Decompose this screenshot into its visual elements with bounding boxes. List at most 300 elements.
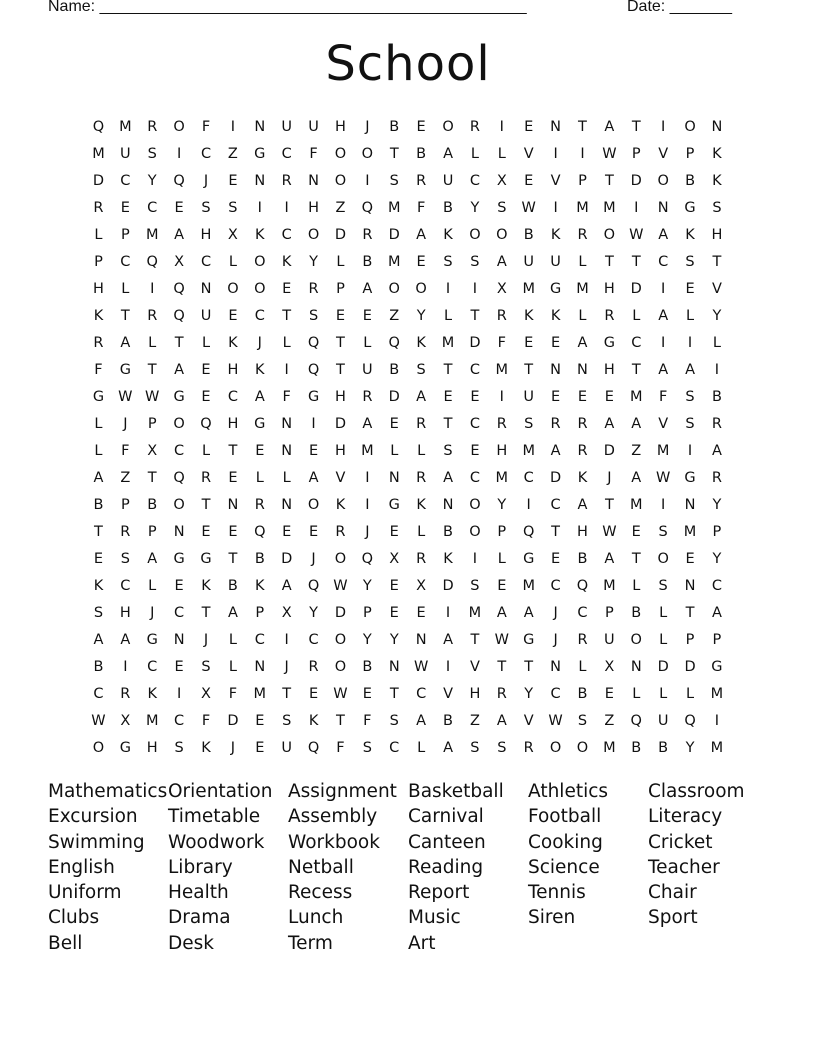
grid-letter[interactable]: I (365, 172, 370, 189)
grid-letter[interactable]: O (630, 631, 642, 648)
grid-letter[interactable]: R (711, 469, 722, 486)
grid-letter[interactable]: F (121, 442, 130, 459)
grid-letter[interactable]: T (443, 415, 453, 432)
grid-letter[interactable]: T (174, 334, 184, 351)
grid-letter[interactable]: J (365, 523, 370, 540)
grid-letter[interactable]: W (548, 712, 563, 729)
grid-letter[interactable]: L (685, 685, 695, 702)
grid-letter[interactable]: E (228, 523, 238, 540)
grid-letter[interactable]: I (176, 685, 182, 702)
grid-letter[interactable]: G (684, 199, 696, 216)
grid-letter[interactable]: D (388, 226, 400, 243)
grid-letter[interactable]: P (362, 604, 372, 621)
grid-letter[interactable]: E (282, 523, 292, 540)
grid-letter[interactable]: K (712, 145, 722, 162)
grid-letter[interactable]: D (630, 172, 642, 189)
grid-letter[interactable]: A (631, 469, 642, 486)
grid-letter[interactable]: P (255, 604, 265, 621)
grid-letter[interactable]: O (549, 739, 562, 756)
grid-letter[interactable]: T (631, 118, 641, 135)
grid-letter[interactable]: T (389, 145, 399, 162)
grid-letter[interactable]: Y (712, 550, 722, 567)
grid-letter[interactable]: O (334, 550, 347, 567)
grid-letter[interactable]: Y (497, 496, 507, 513)
grid-letter[interactable]: G (254, 145, 266, 162)
grid-letter[interactable]: Q (173, 172, 185, 189)
grid-letter[interactable]: P (120, 496, 130, 513)
grid-letter[interactable]: L (659, 604, 668, 621)
date-field-label[interactable]: Date: _______ (627, 0, 732, 15)
grid-letter[interactable]: I (526, 496, 531, 513)
grid-letter[interactable]: I (123, 658, 128, 675)
grid-letter[interactable]: Y (309, 253, 318, 270)
grid-letter[interactable]: E (497, 577, 507, 594)
grid-letter[interactable]: G (173, 388, 185, 405)
grid-letter[interactable]: E (174, 658, 184, 675)
grid-letter[interactable]: N (227, 496, 239, 513)
grid-letter[interactable]: W (413, 658, 429, 675)
grid-letter[interactable]: B (227, 577, 238, 594)
grid-letter[interactable]: M (522, 577, 535, 594)
grid-letter[interactable]: R (711, 415, 722, 432)
grid-letter[interactable]: Y (309, 604, 318, 621)
grid-letter[interactable]: B (631, 739, 642, 756)
grid-letter[interactable]: S (524, 415, 534, 432)
grid-letter[interactable]: Y (685, 739, 695, 756)
grid-letter[interactable]: V (523, 712, 534, 729)
grid-letter[interactable]: G (523, 631, 535, 648)
grid-letter[interactable]: K (550, 226, 561, 243)
grid-letter[interactable]: B (577, 685, 588, 702)
grid-letter[interactable]: A (658, 361, 669, 378)
grid-letter[interactable]: Z (389, 307, 400, 324)
grid-letter[interactable]: C (200, 145, 212, 162)
grid-letter[interactable]: E (577, 388, 588, 405)
grid-letter[interactable]: R (416, 415, 427, 432)
grid-letter[interactable]: H (308, 199, 320, 216)
grid-letter[interactable]: P (94, 253, 103, 270)
grid-letter[interactable]: V (443, 685, 453, 702)
grid-letter[interactable]: N (281, 496, 293, 513)
grid-letter[interactable]: I (687, 334, 693, 351)
grid-letter[interactable]: N (281, 442, 293, 459)
grid-letter[interactable]: B (416, 145, 427, 162)
grid-letter[interactable]: V (658, 145, 669, 162)
grid-letter[interactable]: T (604, 496, 614, 513)
grid-letter[interactable]: K (550, 307, 561, 324)
grid-letter[interactable]: O (334, 145, 347, 162)
grid-letter[interactable]: M (145, 712, 159, 729)
grid-letter[interactable]: S (470, 577, 480, 594)
grid-letter[interactable]: S (685, 415, 695, 432)
grid-letter[interactable]: T (712, 253, 722, 270)
grid-letter[interactable]: I (661, 496, 666, 513)
grid-letter[interactable]: L (282, 334, 291, 351)
grid-letter[interactable]: Q (361, 199, 374, 216)
grid-letter[interactable]: C (120, 253, 131, 270)
grid-letter[interactable]: I (365, 469, 370, 486)
grid-letter[interactable]: S (147, 145, 157, 162)
grid-letter[interactable]: B (685, 172, 696, 189)
grid-letter[interactable]: A (281, 577, 292, 594)
grid-letter[interactable]: K (255, 226, 265, 243)
grid-letter[interactable]: O (603, 226, 616, 243)
grid-letter[interactable]: E (470, 388, 480, 405)
grid-letter[interactable]: L (685, 307, 695, 324)
grid-letter[interactable]: S (658, 523, 668, 540)
grid-letter[interactable]: T (389, 685, 399, 702)
grid-letter[interactable]: D (92, 172, 105, 189)
grid-letter[interactable]: J (203, 172, 209, 189)
grid-letter[interactable]: O (334, 172, 347, 189)
grid-letter[interactable]: Q (173, 307, 185, 324)
grid-letter[interactable]: N (442, 496, 454, 513)
grid-letter[interactable]: P (497, 523, 507, 540)
grid-letter[interactable]: W (521, 199, 536, 216)
grid-letter[interactable]: F (336, 739, 345, 756)
grid-letter[interactable]: A (362, 415, 373, 432)
grid-letter[interactable]: L (121, 280, 130, 297)
grid-letter[interactable]: Q (173, 469, 185, 486)
grid-letter[interactable]: X (120, 712, 131, 729)
grid-letter[interactable]: N (388, 658, 400, 675)
grid-letter[interactable]: X (201, 685, 211, 702)
grid-letter[interactable]: Q (307, 577, 320, 594)
grid-letter[interactable]: A (658, 307, 669, 324)
grid-letter[interactable]: Y (362, 577, 372, 594)
grid-letter[interactable]: W (333, 685, 348, 702)
grid-letter[interactable]: H (603, 361, 615, 378)
grid-letter[interactable]: C (631, 334, 642, 351)
grid-letter[interactable]: B (443, 523, 453, 540)
grid-letter[interactable]: U (362, 361, 373, 378)
grid-letter[interactable]: L (228, 631, 237, 648)
grid-letter[interactable]: K (255, 577, 265, 594)
grid-letter[interactable]: J (257, 334, 262, 351)
grid-letter[interactable]: E (685, 550, 695, 567)
grid-letter[interactable]: F (282, 388, 291, 405)
grid-letter[interactable]: W (629, 226, 644, 243)
grid-letter[interactable]: E (228, 307, 238, 324)
grid-letter[interactable]: T (631, 253, 641, 270)
grid-letter[interactable]: A (93, 631, 104, 648)
grid-letter[interactable]: T (120, 307, 130, 324)
grid-letter[interactable]: I (150, 280, 155, 297)
grid-letter[interactable]: U (523, 388, 534, 405)
grid-letter[interactable]: S (497, 739, 507, 756)
grid-letter[interactable]: M (387, 199, 401, 216)
grid-letter[interactable]: O (469, 496, 481, 513)
grid-letter[interactable]: J (123, 415, 128, 432)
grid-letter[interactable]: Y (362, 631, 372, 648)
grid-letter[interactable]: C (658, 253, 669, 270)
grid-letter[interactable]: J (365, 118, 370, 135)
grid-letter[interactable]: R (120, 523, 131, 540)
grid-letter[interactable]: M (92, 145, 105, 162)
grid-letter[interactable]: H (335, 442, 346, 459)
grid-letter[interactable]: O (496, 226, 508, 243)
grid-letter[interactable]: J (553, 604, 558, 621)
grid-letter[interactable]: C (281, 145, 292, 162)
grid-letter[interactable]: S (443, 253, 453, 270)
grid-letter[interactable]: D (684, 658, 696, 675)
grid-letter[interactable]: M (361, 442, 374, 459)
grid-letter[interactable]: V (658, 415, 669, 432)
grid-letter[interactable]: S (497, 199, 507, 216)
grid-letter[interactable]: S (685, 388, 695, 405)
grid-letter[interactable]: H (711, 226, 723, 243)
grid-letter[interactable]: P (604, 604, 614, 621)
grid-letter[interactable]: Q (200, 415, 212, 432)
grid-letter[interactable]: R (308, 658, 319, 675)
grid-letter[interactable]: C (550, 496, 561, 513)
grid-letter[interactable]: C (389, 739, 400, 756)
grid-letter[interactable]: D (603, 442, 615, 459)
grid-letter[interactable]: L (255, 469, 264, 486)
grid-letter[interactable]: R (335, 523, 346, 540)
grid-letter[interactable]: S (201, 199, 211, 216)
grid-letter[interactable]: N (254, 118, 266, 135)
grid-letter[interactable]: O (469, 523, 481, 540)
grid-letter[interactable]: K (255, 361, 265, 378)
grid-letter[interactable]: N (711, 118, 723, 135)
grid-letter[interactable]: R (120, 685, 131, 702)
grid-letter[interactable]: E (201, 388, 211, 405)
grid-letter[interactable]: R (93, 334, 104, 351)
grid-letter[interactable]: N (550, 361, 562, 378)
grid-letter[interactable]: N (281, 415, 293, 432)
grid-letter[interactable]: E (255, 712, 265, 729)
grid-letter[interactable]: S (443, 442, 453, 459)
grid-letter[interactable]: R (523, 739, 534, 756)
grid-letter[interactable]: C (120, 577, 131, 594)
grid-letter[interactable]: N (254, 658, 266, 675)
grid-letter[interactable]: A (416, 226, 427, 243)
grid-letter[interactable]: F (658, 388, 668, 405)
grid-letter[interactable]: C (469, 469, 480, 486)
grid-letter[interactable]: I (284, 631, 289, 648)
grid-letter[interactable]: Q (307, 739, 320, 756)
grid-letter[interactable]: B (93, 658, 104, 675)
grid-letter[interactable]: N (550, 658, 562, 675)
grid-letter[interactable]: V (550, 172, 561, 189)
grid-letter[interactable]: G (254, 415, 266, 432)
grid-letter[interactable]: X (227, 226, 238, 243)
grid-letter[interactable]: T (443, 361, 453, 378)
grid-letter[interactable]: A (496, 604, 507, 621)
grid-letter[interactable]: W (145, 388, 160, 405)
grid-letter[interactable]: F (363, 712, 372, 729)
grid-letter[interactable]: L (363, 334, 372, 351)
grid-letter[interactable]: Q (361, 550, 374, 567)
grid-letter[interactable]: D (630, 280, 642, 297)
grid-letter[interactable]: B (362, 658, 373, 675)
grid-letter[interactable]: S (228, 199, 238, 216)
grid-letter[interactable]: A (550, 442, 561, 459)
grid-letter[interactable]: B (658, 739, 669, 756)
grid-letter[interactable]: G (549, 280, 562, 297)
grid-letter[interactable]: R (577, 226, 588, 243)
grid-letter[interactable]: Z (604, 712, 615, 729)
grid-letter[interactable]: L (417, 442, 426, 459)
grid-letter[interactable]: N (415, 631, 427, 648)
grid-letter[interactable]: I (284, 361, 289, 378)
grid-letter[interactable]: A (523, 604, 534, 621)
grid-letter[interactable]: I (445, 658, 451, 675)
grid-letter[interactable]: I (499, 118, 504, 135)
grid-letter[interactable]: Q (146, 253, 158, 270)
grid-letter[interactable]: V (469, 658, 480, 675)
grid-letter[interactable]: G (119, 361, 131, 378)
grid-letter[interactable]: G (307, 388, 320, 405)
grid-letter[interactable]: G (388, 496, 400, 513)
grid-letter[interactable]: S (685, 253, 695, 270)
grid-letter[interactable]: E (551, 334, 561, 351)
grid-letter[interactable]: E (255, 739, 265, 756)
grid-letter[interactable]: C (523, 469, 534, 486)
grid-letter[interactable]: Y (389, 631, 399, 648)
grid-letter[interactable]: T (147, 361, 157, 378)
grid-letter[interactable]: S (362, 739, 372, 756)
grid-letter[interactable]: N (657, 199, 669, 216)
grid-letter[interactable]: W (333, 577, 348, 594)
grid-letter[interactable]: G (92, 388, 105, 405)
grid-letter[interactable]: N (308, 172, 319, 189)
grid-letter[interactable]: T (94, 523, 103, 540)
grid-letter[interactable]: S (282, 712, 292, 729)
grid-letter[interactable]: T (604, 253, 614, 270)
grid-letter[interactable]: F (201, 712, 211, 729)
grid-letter[interactable]: D (442, 577, 454, 594)
grid-letter[interactable]: X (147, 442, 158, 459)
grid-letter[interactable]: M (603, 199, 616, 216)
grid-letter[interactable]: A (577, 334, 588, 351)
grid-letter[interactable]: P (631, 145, 641, 162)
grid-letter[interactable]: E (470, 442, 480, 459)
grid-letter[interactable]: L (497, 145, 506, 162)
grid-letter[interactable]: A (658, 226, 669, 243)
grid-letter[interactable]: M (495, 361, 509, 378)
grid-letter[interactable]: F (309, 145, 318, 162)
grid-letter[interactable]: O (173, 496, 185, 513)
grid-letter[interactable]: M (495, 469, 509, 486)
grid-letter[interactable]: P (685, 631, 695, 648)
grid-letter[interactable]: O (92, 739, 105, 756)
grid-letter[interactable]: F (228, 685, 238, 702)
grid-letter[interactable]: K (147, 685, 157, 702)
grid-letter[interactable]: Y (712, 307, 722, 324)
grid-letter[interactable]: M (119, 118, 132, 135)
grid-letter[interactable]: E (308, 523, 319, 540)
grid-letter[interactable]: E (308, 685, 319, 702)
grid-letter[interactable]: A (93, 469, 104, 486)
grid-letter[interactable]: K (712, 172, 722, 189)
grid-letter[interactable]: C (254, 631, 265, 648)
grid-letter[interactable]: I (661, 334, 666, 351)
grid-letter[interactable]: M (656, 442, 670, 459)
grid-letter[interactable]: L (659, 685, 668, 702)
grid-letter[interactable]: A (685, 361, 695, 378)
grid-letter[interactable]: O (173, 118, 185, 135)
grid-letter[interactable]: C (147, 658, 158, 675)
grid-letter[interactable]: D (281, 550, 293, 567)
grid-letter[interactable]: O (307, 496, 320, 513)
grid-letter[interactable]: P (147, 415, 157, 432)
grid-letter[interactable]: F (94, 361, 103, 378)
grid-letter[interactable]: Z (469, 712, 480, 729)
grid-letter[interactable]: P (147, 523, 157, 540)
grid-letter[interactable]: E (120, 199, 130, 216)
grid-letter[interactable]: M (522, 442, 535, 459)
grid-letter[interactable]: T (228, 550, 238, 567)
grid-letter[interactable]: C (147, 199, 158, 216)
grid-letter[interactable]: M (576, 280, 589, 297)
grid-letter[interactable]: A (496, 253, 507, 270)
grid-letter[interactable]: T (470, 307, 480, 324)
grid-letter[interactable]: L (497, 550, 506, 567)
grid-letter[interactable]: V (335, 469, 346, 486)
grid-letter[interactable]: N (173, 631, 185, 648)
grid-letter[interactable]: H (335, 388, 346, 405)
grid-letter[interactable]: K (523, 307, 534, 324)
grid-letter[interactable]: G (603, 334, 615, 351)
grid-letter[interactable]: E (685, 280, 695, 297)
grid-letter[interactable]: A (174, 361, 185, 378)
grid-letter[interactable]: Q (307, 334, 320, 351)
grid-letter[interactable]: B (711, 388, 722, 405)
grid-letter[interactable]: O (227, 280, 239, 297)
grid-letter[interactable]: R (604, 307, 615, 324)
grid-letter[interactable]: R (496, 685, 507, 702)
grid-letter[interactable]: S (470, 253, 480, 270)
grid-letter[interactable]: F (416, 199, 426, 216)
grid-letter[interactable]: E (551, 550, 561, 567)
grid-letter[interactable]: G (684, 469, 696, 486)
grid-letter[interactable]: L (470, 145, 479, 162)
grid-letter[interactable]: O (657, 550, 669, 567)
grid-letter[interactable]: L (417, 739, 426, 756)
grid-letter[interactable]: H (227, 415, 239, 432)
grid-letter[interactable]: B (443, 199, 453, 216)
grid-letter[interactable]: E (282, 280, 292, 297)
grid-letter[interactable]: D (550, 469, 562, 486)
grid-letter[interactable]: L (632, 307, 641, 324)
grid-letter[interactable]: R (416, 550, 427, 567)
grid-letter[interactable]: T (336, 361, 345, 378)
grid-letter[interactable]: S (658, 577, 668, 594)
grid-letter[interactable]: J (203, 631, 209, 648)
grid-letter[interactable]: S (389, 712, 399, 729)
grid-letter[interactable]: M (710, 685, 724, 702)
grid-letter[interactable]: R (281, 172, 292, 189)
grid-letter[interactable]: R (362, 226, 373, 243)
grid-letter[interactable]: E (255, 442, 265, 459)
grid-letter[interactable]: T (497, 658, 507, 675)
grid-letter[interactable]: G (173, 550, 185, 567)
grid-letter[interactable]: O (307, 226, 320, 243)
grid-letter[interactable]: L (201, 334, 211, 351)
grid-letter[interactable]: K (335, 496, 346, 513)
grid-letter[interactable]: E (389, 604, 399, 621)
grid-letter[interactable]: L (336, 253, 345, 270)
grid-letter[interactable]: V (523, 145, 534, 162)
grid-letter[interactable]: N (684, 496, 696, 513)
grid-letter[interactable]: S (470, 739, 480, 756)
grid-letter[interactable]: E (416, 604, 426, 621)
grid-letter[interactable]: D (657, 658, 669, 675)
grid-letter[interactable]: V (711, 280, 722, 297)
grid-letter[interactable]: K (93, 577, 104, 594)
